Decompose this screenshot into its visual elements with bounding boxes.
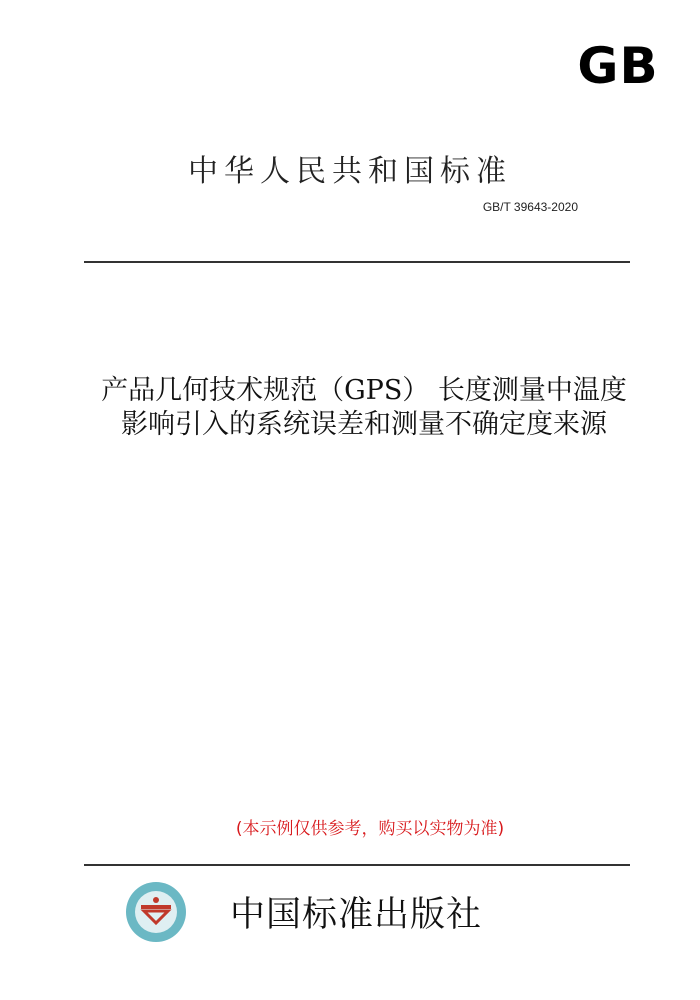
- standard-number: GB/T 39643-2020: [482, 200, 578, 214]
- title-line-2: 影响引入的系统误差和测量不确定度来源: [121, 409, 607, 440]
- publisher-name: 中国标准出版社: [230, 895, 483, 935]
- top-divider: [84, 261, 630, 263]
- document-title: [0, 374, 700, 442]
- title-line-1: 产品几何技术规范（GPS） 长度测量中温度: [101, 375, 627, 406]
- publisher-emblem-icon: [124, 880, 188, 944]
- bottom-divider: [84, 864, 630, 866]
- gb-logo: GB: [577, 37, 659, 95]
- standard-category: 中华人民共和国标准: [188, 154, 512, 189]
- sample-disclaimer: (本示例仅供参考，购买以实物为准): [235, 819, 505, 839]
